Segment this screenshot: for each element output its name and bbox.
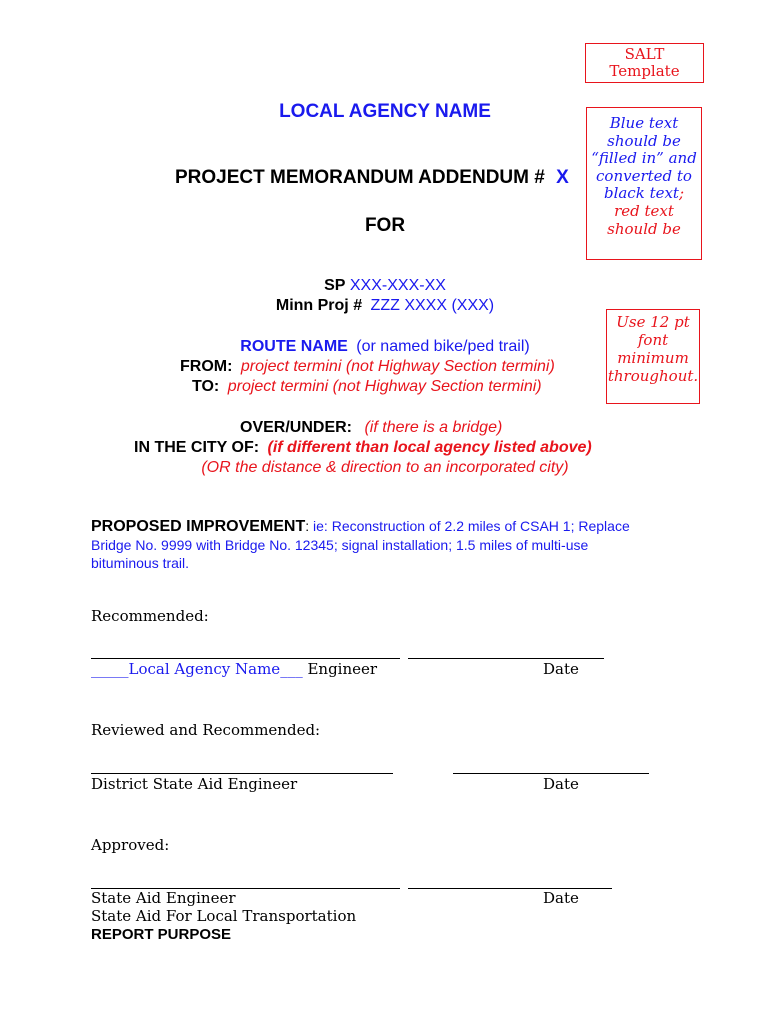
agency-name-placeholder: Local Agency Name [128,660,281,678]
proposed-improvement [91,517,711,572]
minn-proj-line [200,297,570,315]
from-line [180,358,555,376]
recommended-label: Recommended: [91,607,209,625]
agency-date-label: Date [543,660,579,678]
engineer-label: Engineer [307,660,378,678]
to-line [192,378,542,396]
district-engineer-signature-line [91,773,393,774]
sp-value: XXX-XXX-XX [349,277,446,294]
agency-engineer-signature-line [91,658,400,659]
font-size-note: Use 12 pt font minimum throughout. [606,309,700,404]
state-engineer-date-line [408,888,612,889]
salt-template-note: SALT Template [585,43,704,83]
to-label: TO: [192,378,220,395]
over-under-value: (if there is a bridge) [364,419,503,436]
blue-text-note-part1: Blue text should be “filled in” and converted to black text [591,114,697,203]
memo-number: X [556,167,569,188]
sp-label: SP [324,277,346,294]
memo-title [175,167,569,189]
memo-title-text: PROJECT MEMORANDUM ADDENDUM # [175,167,545,188]
district-engineer-caption: District State Aid Engineer [91,775,298,793]
agency-blank-prefix: _____ [91,660,129,678]
agency-engineer-caption [91,660,377,678]
city-line [134,439,592,457]
proposed-improvement-text1: ie: Reconstruction of 2.2 miles of CSAH 1; Replace [313,518,630,534]
agency-engineer-date-line [408,658,604,659]
from-value: project termini (not Highway Section termini) [240,358,555,375]
from-label: FROM: [180,358,233,375]
over-under-label: OVER/UNDER: [240,419,353,436]
minn-proj-value: ZZZ XXXX (XXX) [370,297,495,314]
route-hint: (or named bike/ped trail) [356,338,530,355]
proposed-improvement-text2: Bridge No. 9999 with Bridge No. 12345; signal installation; 1.5 miles of multi-use [91,537,589,553]
state-date-label: Date [543,889,579,907]
city-value: (if different than local agency listed above) [267,439,592,456]
state-aid-local-caption: State Aid For Local Transportation [91,907,357,925]
route-label: ROUTE NAME [240,338,348,355]
reviewed-label: Reviewed and Recommended: [91,721,321,739]
district-date-label: Date [543,775,579,793]
route-line [180,338,590,356]
proposed-improvement-colon: : [305,518,310,534]
report-purpose-heading: REPORT PURPOSE [91,926,232,943]
blue-text-note [586,107,702,260]
agency-name: LOCAL AGENCY NAME [279,101,491,122]
blue-text-note-separator: ; [678,184,685,203]
alternate-location: (OR the distance & direction to an incorporated city) [201,459,569,476]
for-label: FOR [364,215,406,236]
over-under-line [240,419,502,437]
city-label: IN THE CITY OF: [134,439,260,456]
blue-text-note-part2: red text should be [607,201,681,238]
proposed-improvement-line1 [91,517,711,536]
approved-label: Approved: [91,836,170,854]
minn-proj-label: Minn Proj # [275,297,363,314]
to-value: project termini (not Highway Section termini) [227,378,542,395]
sp-line [200,277,570,295]
agency-blank-suffix: ___ [280,660,303,678]
state-aid-engineer-caption: State Aid Engineer [91,889,236,907]
district-engineer-date-line [453,773,649,774]
proposed-improvement-label: PROPOSED IMPROVEMENT [91,518,306,535]
proposed-improvement-text3: bituminous trail. [91,555,190,571]
